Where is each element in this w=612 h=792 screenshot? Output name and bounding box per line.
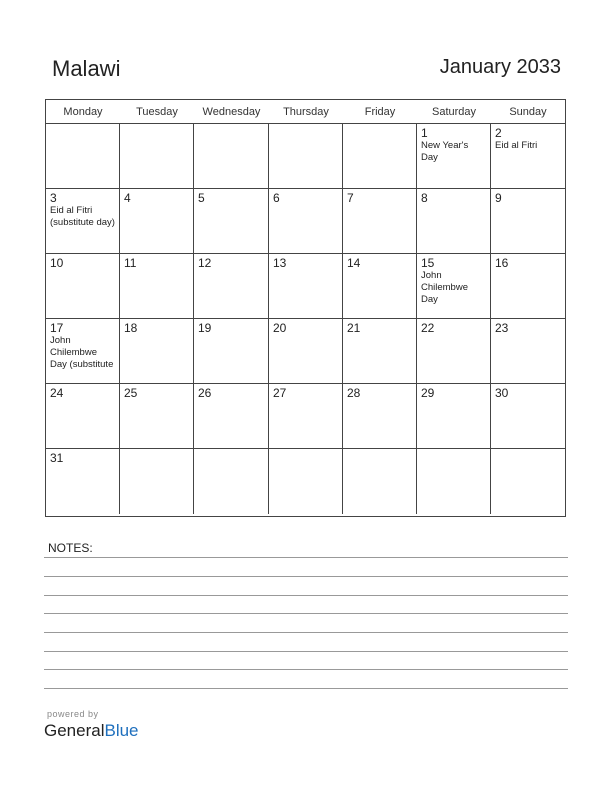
day-cell [343, 384, 417, 449]
day-number: 8 [421, 191, 428, 205]
day-cell [194, 254, 269, 319]
day-number: 4 [124, 191, 131, 205]
notes-line [44, 576, 568, 577]
day-cell [46, 319, 120, 384]
notes-line [44, 557, 568, 558]
powered-by-text: powered by [47, 709, 99, 719]
weekday-header: Monday [46, 100, 120, 124]
day-cell [120, 124, 194, 189]
day-cell [46, 449, 120, 514]
day-cell [269, 254, 343, 319]
weekday-header: Wednesday [194, 100, 269, 124]
day-number: 1 [421, 126, 428, 140]
day-number: 20 [273, 321, 287, 335]
day-cell [194, 449, 269, 514]
day-number: 29 [421, 386, 435, 400]
notes-line [44, 613, 568, 614]
day-cell [343, 319, 417, 384]
holiday-label: Eid al Fitri (substitute day) [50, 205, 115, 228]
day-number: 7 [347, 191, 354, 205]
weekday-header: Sunday [491, 100, 565, 124]
day-cell [343, 124, 417, 189]
holiday-label: Eid al Fitri [495, 140, 538, 151]
day-cell [343, 254, 417, 319]
day-number: 26 [198, 386, 212, 400]
notes-line [44, 632, 568, 633]
day-number: 21 [347, 321, 361, 335]
notes-line [44, 669, 568, 670]
day-cell [269, 124, 343, 189]
day-cell [343, 449, 417, 514]
day-number: 6 [273, 191, 280, 205]
holiday-label: New Year's Day [421, 140, 469, 163]
day-number: 19 [198, 321, 212, 335]
day-number: 30 [495, 386, 509, 400]
day-number: 5 [198, 191, 205, 205]
weekday-header: Tuesday [120, 100, 194, 124]
day-number: 23 [495, 321, 509, 335]
day-cell [194, 384, 269, 449]
day-number: 18 [124, 321, 138, 335]
day-number: 24 [50, 386, 64, 400]
day-cell [491, 189, 565, 254]
notes-line [44, 651, 568, 652]
day-number: 25 [124, 386, 138, 400]
day-cell [46, 124, 120, 189]
day-cell [120, 254, 194, 319]
day-cell [120, 189, 194, 254]
calendar-grid [45, 99, 566, 517]
day-cell [417, 319, 491, 384]
day-number: 12 [198, 256, 212, 270]
day-cell [491, 254, 565, 319]
day-cell [417, 449, 491, 514]
day-cell [417, 384, 491, 449]
day-cell [491, 124, 565, 189]
brand-blue: Blue [104, 721, 139, 740]
day-cell [269, 449, 343, 514]
weekday-header: Friday [343, 100, 417, 124]
day-cell [120, 384, 194, 449]
day-number: 13 [273, 256, 287, 270]
day-number: 27 [273, 386, 287, 400]
holiday-label: John Chilembwe Day (substitute [50, 335, 114, 370]
month-year-title: January 2033 [439, 56, 561, 78]
day-number: 22 [421, 321, 435, 335]
brand-general: General [44, 721, 105, 740]
day-cell [343, 189, 417, 254]
day-cell [417, 124, 491, 189]
holiday-label: John Chilembwe Day [421, 270, 468, 305]
notes-label: NOTES: [48, 541, 93, 555]
weekday-header: Saturday [417, 100, 491, 124]
day-cell [269, 189, 343, 254]
weekday-header: Thursday [269, 100, 343, 124]
day-cell [194, 124, 269, 189]
day-cell [491, 319, 565, 384]
day-cell [417, 254, 491, 319]
day-cell [120, 319, 194, 384]
day-number: 16 [495, 256, 509, 270]
day-number: 9 [495, 191, 502, 205]
day-cell [120, 449, 194, 514]
brand-logo[interactable] [44, 721, 139, 741]
day-cell [269, 384, 343, 449]
day-number: 3 [50, 191, 57, 205]
day-number: 11 [124, 256, 137, 270]
day-number: 10 [50, 256, 64, 270]
day-cell [46, 254, 120, 319]
day-cell [417, 189, 491, 254]
day-cell [491, 384, 565, 449]
day-cell [269, 319, 343, 384]
notes-line [44, 595, 568, 596]
day-cell [194, 189, 269, 254]
day-cell [46, 384, 120, 449]
day-cell [194, 319, 269, 384]
day-number: 15 [421, 256, 435, 270]
day-cell [491, 449, 565, 514]
notes-line [44, 688, 568, 689]
country-title: Malawi [52, 56, 121, 81]
day-number: 2 [495, 126, 502, 140]
day-cell [46, 189, 120, 254]
day-number: 28 [347, 386, 361, 400]
day-number: 14 [347, 256, 361, 270]
day-number: 17 [50, 321, 64, 335]
day-number: 31 [50, 451, 64, 465]
